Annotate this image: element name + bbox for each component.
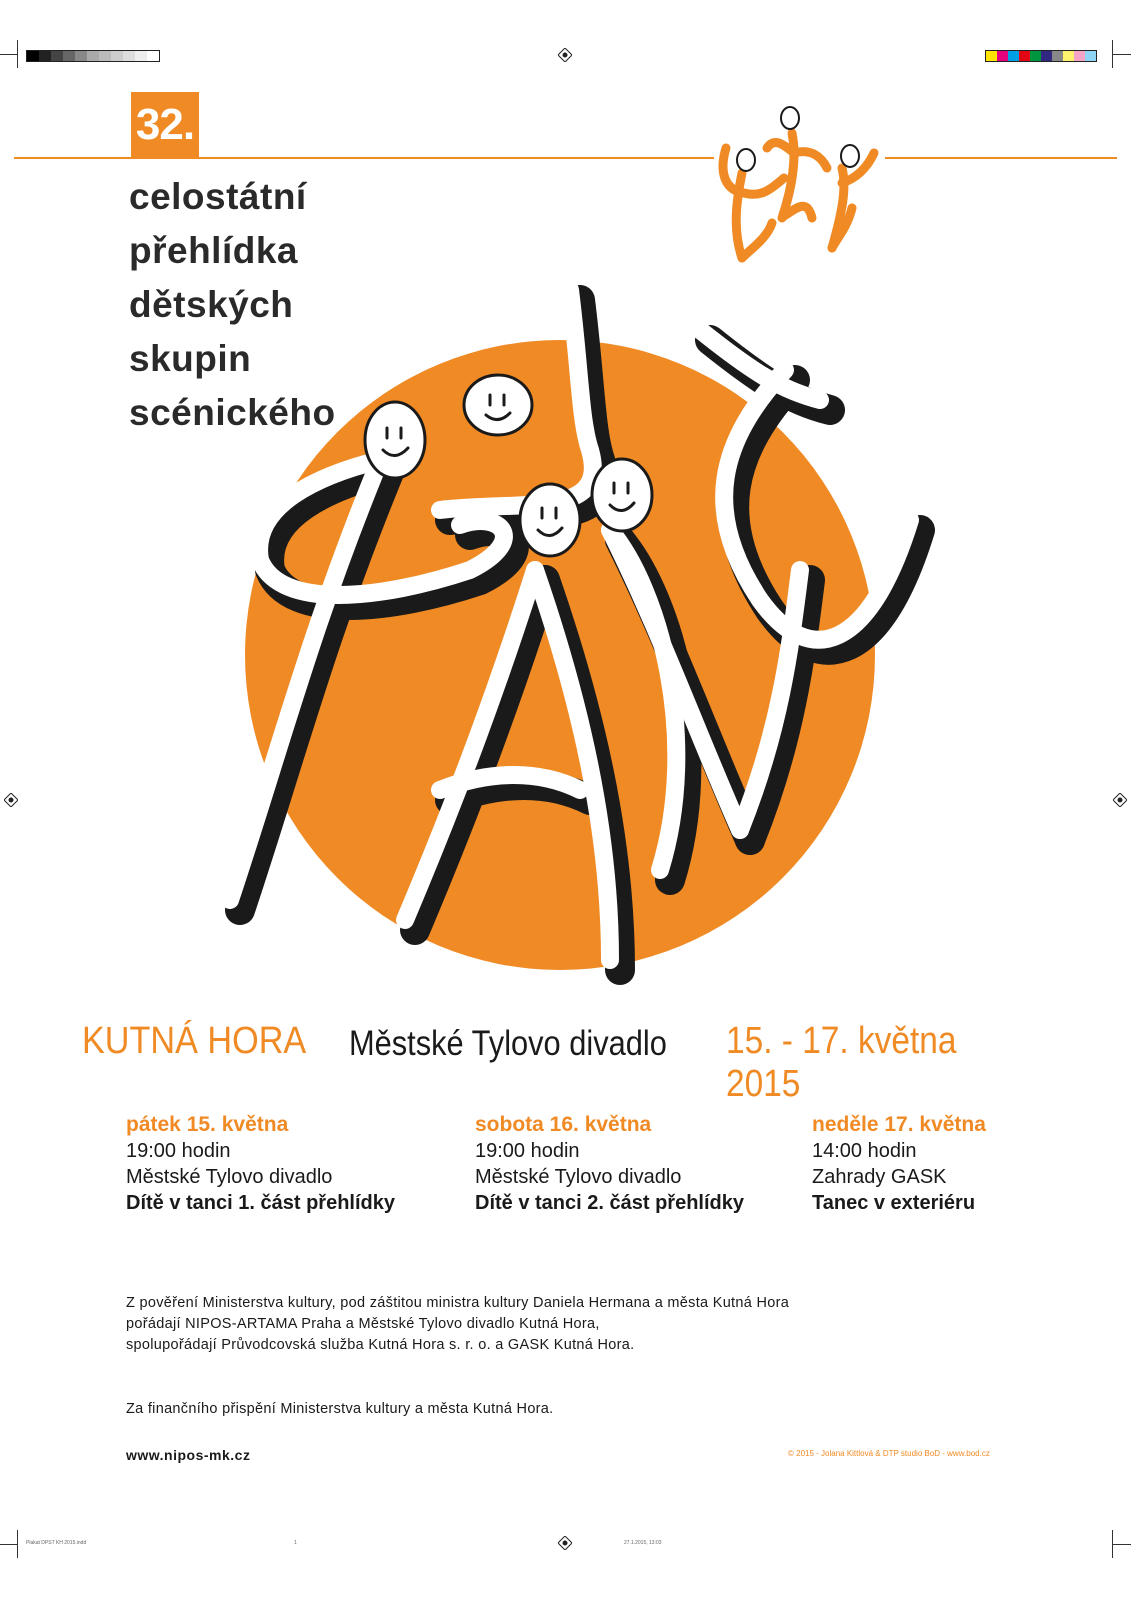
day-performance: Tanec v exteriéru [812,1192,976,1214]
color-calibration-bar [985,50,1097,62]
event-venue: Městské Tylovo divadlo [349,1024,667,1063]
day-time: 14:00 hodin [812,1140,917,1162]
event-dates: 15. - 17. května 2015 [726,1020,957,1105]
day-performance: Dítě v tanci 2. část přehlídky [475,1192,744,1214]
day-heading: neděle 17. května [812,1113,986,1136]
edition-badge: 32. [131,92,199,158]
header-rule-right [885,157,1117,159]
credits-line: Z pověření Ministerstva kultury, pod záštitou ministra kultury Daniela Hermana a města Kutná Hora [126,1295,790,1311]
event-city: KUTNÁ HORA [82,1020,307,1062]
credits-line: spolupořádají Průvodcovská služba Kutná Hora s. r. o. a GASK Kutná Hora. [126,1337,635,1353]
day-time: 19:00 hodin [126,1140,231,1162]
day-place: Městské Tylovo divadlo [475,1166,682,1188]
day-heading: sobota 16. května [475,1113,652,1136]
website-link[interactable]: www.nipos-mk.cz [126,1447,251,1463]
day-place: Zahrady GASK [812,1166,947,1188]
copyright-text: © 2015 - Jolana Kittlová & DTP studio BoD - www.bod.cz [788,1449,990,1458]
print-date: 27.1.2015, 13:03 [624,1540,662,1546]
registration-mark-left [4,793,18,807]
program-day-saturday [475,1112,744,1216]
header-rule-left [14,157,714,159]
day-performance: Dítě v tanci 1. část přehlídky [126,1192,395,1214]
credits-line: pořádají NIPOS-ARTAMA Praha a Městské Tylovo divadlo Kutná Hora, [126,1316,600,1332]
day-place: Městské Tylovo divadlo [126,1166,333,1188]
event-info [82,1020,1062,1105]
dancers-logo-icon [712,98,890,268]
day-heading: pátek 15. května [126,1113,289,1136]
grayscale-calibration-bar [26,50,160,62]
day-time: 19:00 hodin [475,1140,580,1162]
title-line: dětských [129,284,294,325]
print-page-number: 1 [294,1540,297,1546]
tanec-dancers-illustration [150,280,950,1000]
funding-text: Za finančního přispění Ministerstva kultury a města Kutná Hora. [126,1401,554,1417]
registration-mark-top [558,48,572,62]
print-file-slug: Plakat DPST KH 2015.indd [26,1540,87,1546]
registration-mark-bottom [558,1536,572,1550]
program-day-sunday [812,1112,986,1216]
organizers-text [126,1293,789,1356]
registration-mark-right [1113,793,1127,807]
title-line: skupin [129,338,252,379]
program-day-friday [126,1112,395,1216]
title-line: přehlídka [129,230,298,271]
title-line: scénického [129,392,336,433]
title-line: celostátní [129,176,307,217]
